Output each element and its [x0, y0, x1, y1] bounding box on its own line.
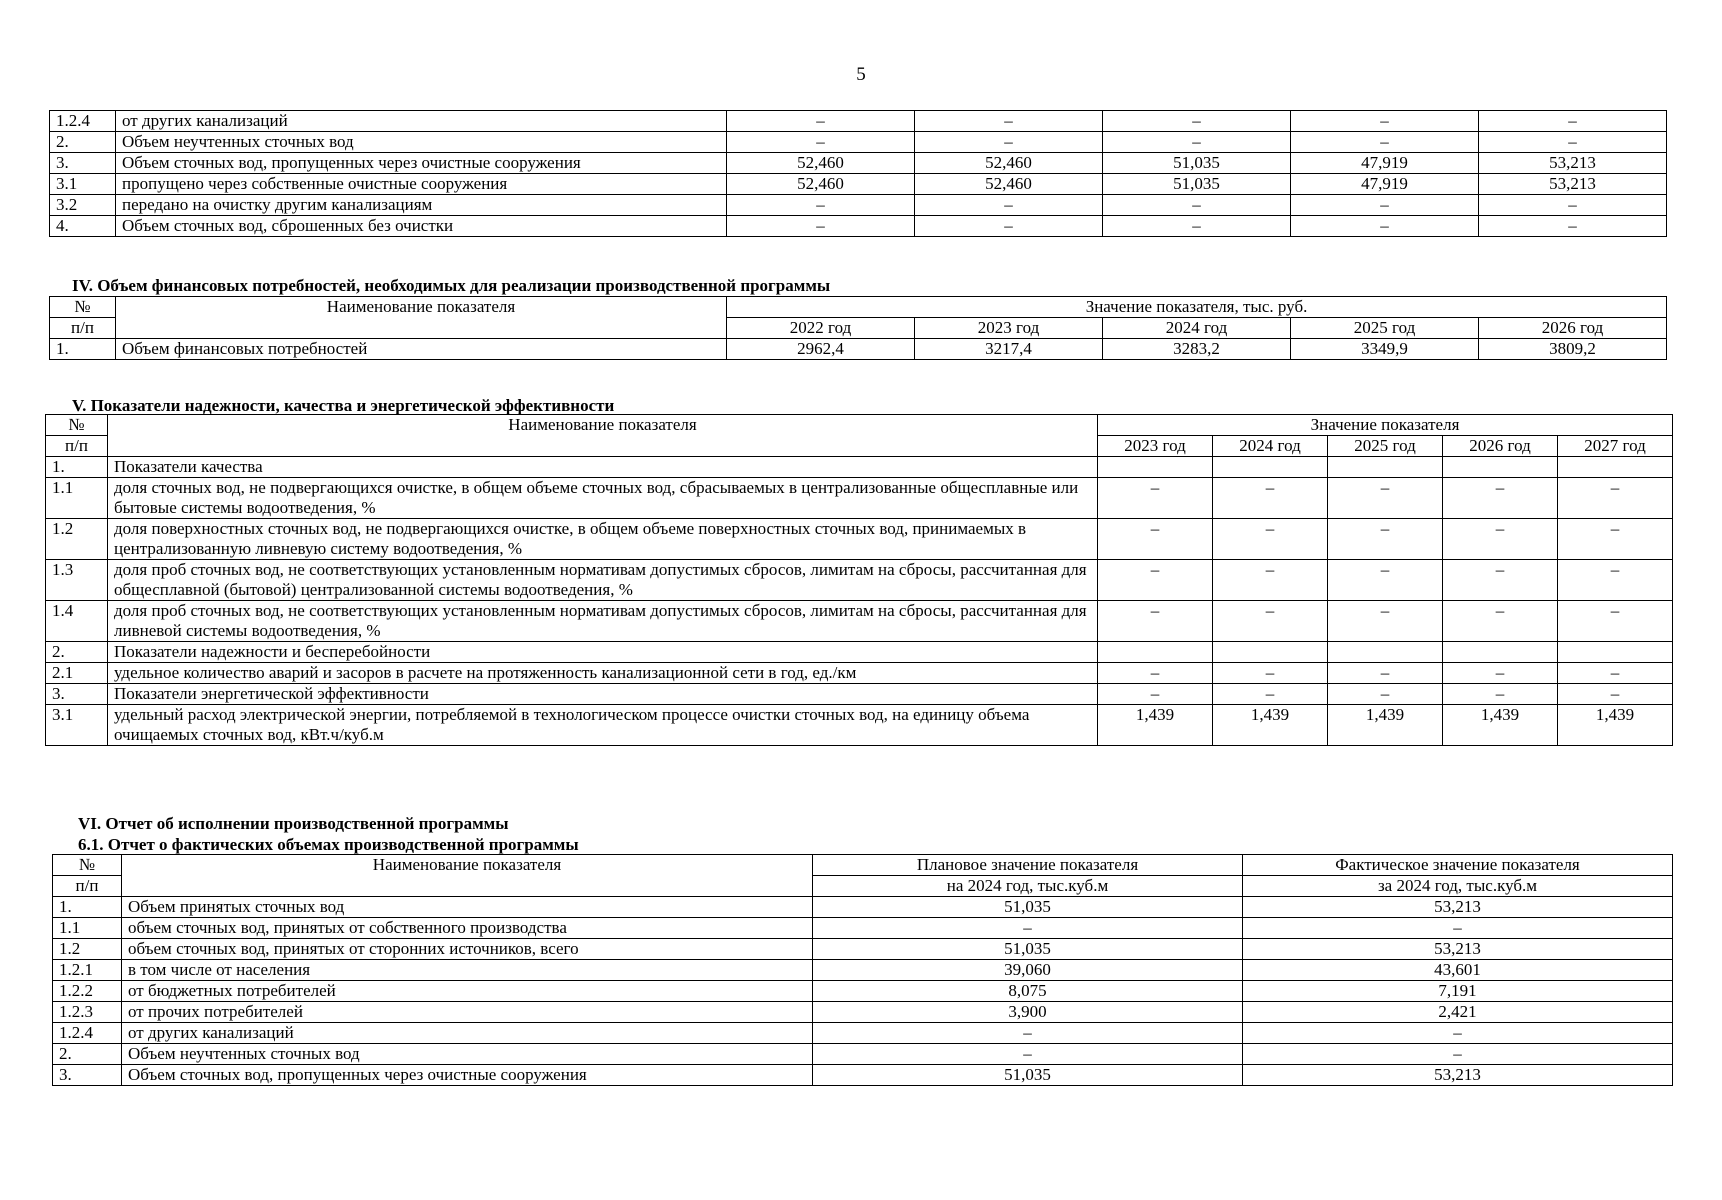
- table-row: [46, 642, 1673, 663]
- header-number-2: п/п: [50, 318, 116, 339]
- table-body: [53, 897, 1673, 1086]
- row-value: 43,601: [1243, 960, 1673, 981]
- row-value: –: [727, 132, 915, 153]
- table-row: [53, 897, 1673, 918]
- row-value: 3283,2: [1103, 339, 1291, 360]
- row-value: 2962,4: [727, 339, 915, 360]
- row-name: Показатели энергетической эффективности: [108, 684, 1098, 705]
- row-value: –: [1479, 111, 1667, 132]
- row-number: 3.1: [46, 705, 108, 746]
- row-value: [1213, 642, 1328, 663]
- table-row: [50, 174, 1667, 195]
- row-value: –: [813, 1044, 1243, 1065]
- row-value: –: [1243, 1044, 1673, 1065]
- header-number-2: п/п: [46, 436, 108, 457]
- row-value: 53,213: [1243, 939, 1673, 960]
- table-financial-needs: [49, 296, 1667, 360]
- row-number: 2.: [50, 132, 116, 153]
- row-value: –: [1213, 601, 1328, 642]
- row-value: –: [1443, 519, 1558, 560]
- row-number: 1.2.4: [53, 1023, 122, 1044]
- row-value: 53,213: [1479, 174, 1667, 195]
- row-value: [1558, 642, 1673, 663]
- header-value: Значение показателя, тыс. руб.: [727, 297, 1667, 318]
- row-value: –: [1291, 111, 1479, 132]
- row-name: Объем неучтенных сточных вод: [116, 132, 727, 153]
- row-value: –: [1103, 111, 1291, 132]
- table-row: [53, 1023, 1673, 1044]
- row-value: –: [1558, 684, 1673, 705]
- row-value: –: [1443, 601, 1558, 642]
- header-name: Наименование показателя: [122, 855, 813, 897]
- header-year: 2024 год: [1213, 436, 1328, 457]
- row-value: 2,421: [1243, 1002, 1673, 1023]
- row-value: 3,900: [813, 1002, 1243, 1023]
- row-value: –: [1328, 601, 1443, 642]
- row-number: 2.: [46, 642, 108, 663]
- table-row: [53, 981, 1673, 1002]
- row-value: –: [1328, 684, 1443, 705]
- row-value: 53,213: [1479, 153, 1667, 174]
- header-plan-units: на 2024 год, тыс.куб.м: [813, 876, 1243, 897]
- row-value: 52,460: [727, 174, 915, 195]
- row-name: доля проб сточных вод, не соответствующих установленным нормативам допустимых сбросов, лимитам на сбросы, рассчитанная для общесплавной (бытовой) централизованной системы водоотведения, %: [108, 560, 1098, 601]
- row-value: 53,213: [1243, 897, 1673, 918]
- row-value: –: [915, 111, 1103, 132]
- row-value: 8,075: [813, 981, 1243, 1002]
- table-row: [53, 939, 1673, 960]
- table-volumes-continued: [49, 110, 1667, 237]
- table-row: [46, 684, 1673, 705]
- table-row: [46, 601, 1673, 642]
- section-iv-title: IV. Объем финансовых потребностей, необходимых для реализации производственной программы: [72, 276, 831, 295]
- row-value: –: [1098, 560, 1213, 601]
- row-number: 1.4: [46, 601, 108, 642]
- row-value: –: [1443, 663, 1558, 684]
- row-value: [1443, 642, 1558, 663]
- header-fact-units: за 2024 год, тыс.куб.м: [1243, 876, 1673, 897]
- row-number: 1.: [53, 897, 122, 918]
- row-name: от бюджетных потребителей: [122, 981, 813, 1002]
- row-number: 4.: [50, 216, 116, 237]
- row-value: –: [915, 216, 1103, 237]
- row-name: Показатели качества: [108, 457, 1098, 478]
- row-number: 2.1: [46, 663, 108, 684]
- row-number: 1.2: [46, 519, 108, 560]
- row-value: [1098, 457, 1213, 478]
- row-value: –: [1098, 478, 1213, 519]
- table-row: [50, 339, 1667, 360]
- row-value: 3349,9: [1291, 339, 1479, 360]
- row-name: объем сточных вод, принятых от собственного производства: [122, 918, 813, 939]
- row-number: 3.1: [50, 174, 116, 195]
- row-number: 2.: [53, 1044, 122, 1065]
- header-year: 2023 год: [915, 318, 1103, 339]
- row-value: [1098, 642, 1213, 663]
- row-name: от других канализаций: [116, 111, 727, 132]
- row-value: –: [1328, 519, 1443, 560]
- row-name: Объем принятых сточных вод: [122, 897, 813, 918]
- header-year: 2023 год: [1098, 436, 1213, 457]
- page-number: 5: [856, 64, 866, 85]
- row-value: –: [727, 195, 915, 216]
- row-value: –: [915, 195, 1103, 216]
- row-number: 1.2.2: [53, 981, 122, 1002]
- row-value: [1328, 642, 1443, 663]
- row-value: –: [1558, 478, 1673, 519]
- row-value: 1,439: [1558, 705, 1673, 746]
- row-value: –: [1443, 478, 1558, 519]
- row-value: –: [1213, 684, 1328, 705]
- row-value: [1213, 457, 1328, 478]
- row-value: –: [1243, 1023, 1673, 1044]
- table-row: [50, 153, 1667, 174]
- table-row: [46, 457, 1673, 478]
- table-row: [46, 705, 1673, 746]
- row-value: 3809,2: [1479, 339, 1667, 360]
- header-value: Значение показателя: [1098, 415, 1673, 436]
- row-number: 1.1: [46, 478, 108, 519]
- row-number: 1.1: [53, 918, 122, 939]
- header-plan: Плановое значение показателя: [813, 855, 1243, 876]
- table-row: [53, 960, 1673, 981]
- header-fact: Фактическое значение показателя: [1243, 855, 1673, 876]
- row-value: –: [1558, 519, 1673, 560]
- row-value: 51,035: [1103, 174, 1291, 195]
- header-year: 2026 год: [1443, 436, 1558, 457]
- header-name: Наименование показателя: [108, 415, 1098, 457]
- row-name: передано на очистку другим канализациям: [116, 195, 727, 216]
- row-number: 1.3: [46, 560, 108, 601]
- row-value: 1,439: [1213, 705, 1328, 746]
- row-value: 39,060: [813, 960, 1243, 981]
- table-body: [50, 339, 1667, 360]
- table-row: [53, 1065, 1673, 1086]
- row-value: –: [1213, 560, 1328, 601]
- table-row: [53, 1002, 1673, 1023]
- row-value: 53,213: [1243, 1065, 1673, 1086]
- row-value: –: [1213, 519, 1328, 560]
- row-value: [1443, 457, 1558, 478]
- row-name: Объем сточных вод, сброшенных без очистки: [116, 216, 727, 237]
- row-value: –: [1291, 132, 1479, 153]
- header-number: №: [46, 415, 108, 436]
- row-number: 1.2.1: [53, 960, 122, 981]
- row-value: –: [1291, 195, 1479, 216]
- row-value: 1,439: [1098, 705, 1213, 746]
- row-name: Объем неучтенных сточных вод: [122, 1044, 813, 1065]
- row-value: –: [1479, 216, 1667, 237]
- row-value: 51,035: [813, 939, 1243, 960]
- row-name: доля сточных вод, не подвергающихся очистке, в общем объеме сточных вод, сбрасываемых в централизованные общесплавные или бытовые системы водоотведения, %: [108, 478, 1098, 519]
- row-name: объем сточных вод, принятых от сторонних источников, всего: [122, 939, 813, 960]
- table-body: [50, 111, 1667, 237]
- row-value: –: [727, 111, 915, 132]
- row-value: –: [1213, 663, 1328, 684]
- row-value: [1558, 457, 1673, 478]
- row-value: 51,035: [813, 1065, 1243, 1086]
- row-value: –: [727, 216, 915, 237]
- row-value: –: [1558, 601, 1673, 642]
- row-value: 52,460: [915, 153, 1103, 174]
- row-value: 52,460: [915, 174, 1103, 195]
- row-number: 1.2.4: [50, 111, 116, 132]
- row-number: 3.: [53, 1065, 122, 1086]
- section-v-title: V. Показатели надежности, качества и энергетической эффективности: [72, 396, 615, 415]
- table-row: [50, 111, 1667, 132]
- row-value: 7,191: [1243, 981, 1673, 1002]
- row-value: –: [813, 918, 1243, 939]
- header-year: 2027 год: [1558, 436, 1673, 457]
- row-number: 1.: [46, 457, 108, 478]
- row-value: –: [1103, 216, 1291, 237]
- row-name: от прочих потребителей: [122, 1002, 813, 1023]
- row-value: –: [1291, 216, 1479, 237]
- header-number-2: п/п: [53, 876, 122, 897]
- header-year: 2026 год: [1479, 318, 1667, 339]
- row-value: 3217,4: [915, 339, 1103, 360]
- table-row: [50, 216, 1667, 237]
- row-name: в том числе от населения: [122, 960, 813, 981]
- row-number: 1.: [50, 339, 116, 360]
- section-vi-title: VI. Отчет об исполнении производственной программы: [78, 814, 509, 833]
- row-value: –: [1328, 560, 1443, 601]
- row-number: 1.2: [53, 939, 122, 960]
- row-value: –: [1479, 195, 1667, 216]
- row-name: пропущено через собственные очистные сооружения: [116, 174, 727, 195]
- row-value: –: [1243, 918, 1673, 939]
- row-name: от других канализаций: [122, 1023, 813, 1044]
- row-name: Объем финансовых потребностей: [116, 339, 727, 360]
- table-row: [50, 195, 1667, 216]
- row-value: 1,439: [1443, 705, 1558, 746]
- row-value: –: [1558, 663, 1673, 684]
- row-value: –: [1558, 560, 1673, 601]
- row-value: –: [915, 132, 1103, 153]
- row-number: 3.: [46, 684, 108, 705]
- header-name: Наименование показателя: [116, 297, 727, 339]
- row-value: [1328, 457, 1443, 478]
- row-value: 52,460: [727, 153, 915, 174]
- row-value: –: [1098, 663, 1213, 684]
- row-value: –: [1443, 560, 1558, 601]
- table-row: [53, 1044, 1673, 1065]
- row-value: 47,919: [1291, 153, 1479, 174]
- row-name: доля поверхностных сточных вод, не подвергающихся очистке, в общем объеме поверхностных сточных вод, принимаемых в централизованную ливневую систему водоотведения, %: [108, 519, 1098, 560]
- row-value: 1,439: [1328, 705, 1443, 746]
- table-row: [46, 663, 1673, 684]
- header-number: №: [53, 855, 122, 876]
- section-6-1-subtitle: 6.1. Отчет о фактических объемах производственной программы: [78, 835, 579, 854]
- header-year: 2025 год: [1291, 318, 1479, 339]
- header-year: 2024 год: [1103, 318, 1291, 339]
- row-name: Объем сточных вод, пропущенных через очистные сооружения: [122, 1065, 813, 1086]
- row-value: –: [813, 1023, 1243, 1044]
- table-row: [46, 519, 1673, 560]
- row-value: –: [1098, 684, 1213, 705]
- row-value: –: [1443, 684, 1558, 705]
- table-row: [53, 918, 1673, 939]
- row-value: –: [1328, 478, 1443, 519]
- table-body: [46, 457, 1673, 746]
- table-row: [50, 132, 1667, 153]
- row-name: Показатели надежности и бесперебойности: [108, 642, 1098, 663]
- row-name: удельный расход электрической энергии, потребляемой в технологическом процессе очистки сточных вод, на единицу объема очищаемых сточных вод, кВт.ч/куб.м: [108, 705, 1098, 746]
- table-row: [46, 560, 1673, 601]
- row-value: –: [1479, 132, 1667, 153]
- table-row: [46, 478, 1673, 519]
- row-value: –: [1098, 519, 1213, 560]
- row-value: –: [1213, 478, 1328, 519]
- table-reliability-indicators: [45, 414, 1673, 746]
- header-year: 2025 год: [1328, 436, 1443, 457]
- row-number: 3.: [50, 153, 116, 174]
- row-value: –: [1328, 663, 1443, 684]
- header-number: №: [50, 297, 116, 318]
- row-name: удельное количество аварий и засоров в расчете на протяженность канализационной сети в год, ед./км: [108, 663, 1098, 684]
- row-value: 47,919: [1291, 174, 1479, 195]
- row-value: 51,035: [813, 897, 1243, 918]
- row-value: 51,035: [1103, 153, 1291, 174]
- header-year: 2022 год: [727, 318, 915, 339]
- row-name: доля проб сточных вод, не соответствующих установленным нормативам допустимых сбросов, лимитам на сбросы, рассчитанная для ливневой системы водоотведения, %: [108, 601, 1098, 642]
- row-number: 3.2: [50, 195, 116, 216]
- row-value: –: [1098, 601, 1213, 642]
- row-value: –: [1103, 195, 1291, 216]
- row-number: 1.2.3: [53, 1002, 122, 1023]
- row-value: –: [1103, 132, 1291, 153]
- table-actual-volumes: [52, 854, 1673, 1086]
- row-name: Объем сточных вод, пропущенных через очистные сооружения: [116, 153, 727, 174]
